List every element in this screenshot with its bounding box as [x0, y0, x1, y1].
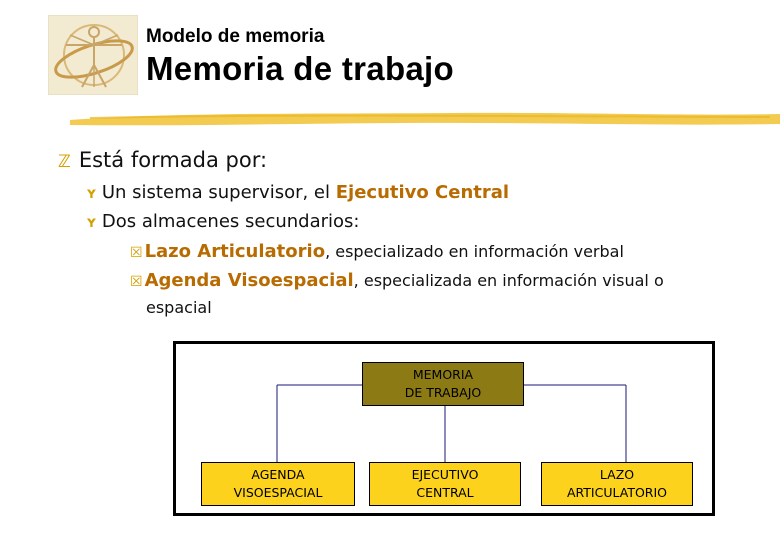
box-articulatory-loop	[541, 462, 693, 506]
bullet-sketchpad-continuation: espacial	[146, 298, 212, 317]
box-loop-line1: LAZO	[599, 467, 635, 482]
bullet-sketchpad-highlight: Agenda Visoespacial	[144, 270, 354, 291]
bullet-sketchpad-text: , especializada en información visual o	[353, 271, 664, 290]
slide-subtitle: Modelo de memoria	[146, 26, 325, 47]
box-central-executive	[369, 462, 521, 506]
bullet-loop-text: , especializado en información verbal	[325, 242, 624, 261]
box-visuospatial-sketchpad	[201, 462, 355, 506]
bullet-executive-prefix: Un sistema supervisor, el	[101, 182, 336, 203]
box-visuospatial-line2: VISOESPACIAL	[233, 485, 323, 500]
box-executive-line2: CENTRAL	[416, 485, 474, 500]
bullet-y-icon: ʏ	[86, 184, 97, 202]
box-working-memory	[362, 362, 524, 406]
bullet-z-icon: ℤ	[58, 152, 71, 172]
bullet-sketchpad	[130, 270, 664, 291]
bullet-loop-highlight: Lazo Articulatorio	[144, 241, 326, 262]
box-working-memory-line1: MEMORIA	[412, 367, 474, 382]
bullet-stores-text: Dos almacenes secundarios:	[101, 211, 360, 232]
slide-title: Memoria de trabajo	[146, 50, 454, 87]
bullet-stores	[86, 211, 359, 232]
title-underline-stroke	[70, 104, 780, 130]
bullet-x-icon: ☒	[130, 245, 143, 261]
bullet-main	[58, 148, 267, 172]
bullet-main-text: Está formada por:	[78, 148, 268, 172]
box-working-memory-line2: DE TRABAJO	[404, 385, 482, 400]
box-executive-line1: EJECUTIVO	[411, 467, 479, 482]
box-visuospatial-line1: AGENDA	[251, 467, 305, 482]
vitruvian-logo-icon	[48, 15, 138, 95]
bullet-x-icon: ☒	[130, 274, 143, 290]
bullet-loop	[130, 241, 624, 262]
box-loop-line2: ARTICULATORIO	[566, 485, 668, 500]
working-memory-diagram	[173, 341, 715, 516]
bullet-y-icon: ʏ	[86, 213, 97, 231]
bullet-executive-highlight: Ejecutivo Central	[335, 182, 510, 203]
bullet-executive	[86, 182, 509, 203]
